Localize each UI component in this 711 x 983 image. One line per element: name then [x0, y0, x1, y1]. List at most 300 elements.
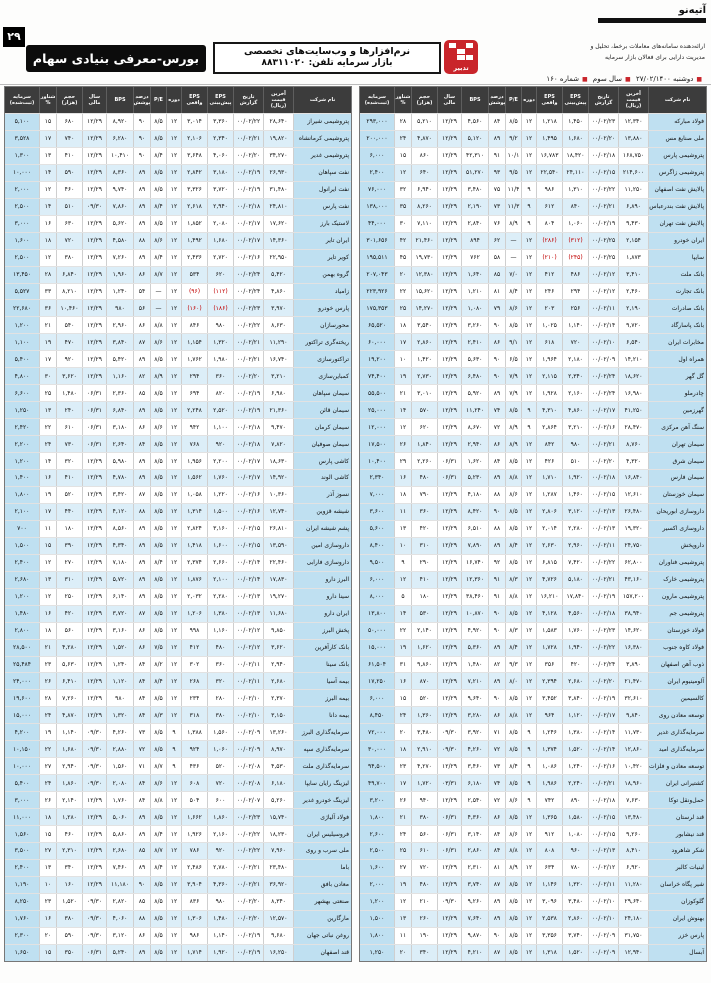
- table-row: [5, 401, 351, 418]
- data-cell: ۷۴۲: [536, 792, 562, 808]
- data-cell: ۴۳,۱۶۰: [618, 572, 648, 588]
- data-cell: ۱۳,۲۶۰: [263, 724, 293, 740]
- data-cell: ۴,۲۶۰: [106, 724, 133, 740]
- data-cell: ۸/۵: [150, 182, 166, 198]
- data-cell: ۱۲: [521, 538, 536, 554]
- data-cell: ۰۶/۳۱: [437, 470, 461, 486]
- company-name: بهنوش ایران: [648, 911, 706, 927]
- info-line-1: ارائه‌دهنده سامانه‌های معاملات برخط، تحلیل و: [590, 43, 705, 50]
- data-cell: ۱,۴۰۰: [5, 470, 39, 486]
- table-row: [360, 486, 706, 503]
- data-cell: ۸/۵: [150, 131, 166, 147]
- data-cell: ۳۵۶: [536, 657, 562, 673]
- company-name: سیمان قائن: [293, 402, 351, 418]
- data-cell: ۱,۵۸۳: [536, 623, 562, 639]
- data-cell: ۱۲: [521, 673, 536, 689]
- data-cell: ۱۲,۳۶۰: [461, 572, 488, 588]
- data-cell: ۶۸۰: [56, 114, 82, 130]
- data-cell: (۲۴۵): [562, 250, 588, 266]
- data-cell: ۲,۲۸۰: [207, 589, 233, 605]
- data-cell: ۱,۹۸۶: [536, 775, 562, 791]
- data-cell: ۲,۹۴۰: [263, 657, 293, 673]
- company-name: سیمان خوزستان: [648, 487, 706, 503]
- data-cell: ۱۲/۲۹: [82, 351, 106, 367]
- table-row: [5, 435, 351, 452]
- data-cell: ۱,۹۶۰: [106, 267, 133, 283]
- data-cell: ۱,۵۰۰: [360, 911, 394, 927]
- column-header: نام شرکت: [293, 87, 351, 113]
- data-cell: ۰۰/۰۲/۱۴: [588, 724, 618, 740]
- data-cell: ۲۴: [39, 775, 56, 791]
- data-cell: ۷۲۰: [207, 775, 233, 791]
- data-cell: ۴,۵۳۰: [263, 758, 293, 774]
- data-cell: ۸/۵: [505, 894, 521, 910]
- data-cell: ۱,۳۱۰: [562, 182, 588, 198]
- company-name: داروپخش: [648, 538, 706, 554]
- data-cell: ۱۲: [166, 826, 181, 842]
- company-name: گهرزمین: [648, 402, 706, 418]
- data-cell: ۱۲: [394, 894, 411, 910]
- data-cell: ۲,۹۴۰: [461, 436, 488, 452]
- data-cell: ۰۰/۰۲/۱۱: [588, 877, 618, 893]
- data-cell: ۴۱۲: [536, 267, 562, 283]
- data-cell: ۱۸,۴۲۰: [562, 148, 588, 164]
- data-cell: ۰۰/۰۲/۱۳: [588, 521, 618, 537]
- data-cell: ۱۲/۲۹: [437, 351, 461, 367]
- company-name: فولاد مبارکه: [648, 114, 706, 130]
- company-name: سرمایه‌گذاری ملت: [293, 758, 351, 774]
- table-row: [360, 791, 706, 808]
- data-cell: ۹: [521, 724, 536, 740]
- data-cell: ۲,۸۴۰: [461, 216, 488, 232]
- data-cell: ۸,۲۶۰: [411, 199, 437, 215]
- data-cell: ۰۰/۰۲/۱۶: [588, 419, 618, 435]
- data-cell: ۱۲: [166, 555, 181, 571]
- company-name: بانک تجارت: [648, 284, 706, 300]
- data-cell: ۲۸: [39, 690, 56, 706]
- data-cell: (۲۸۶): [536, 233, 562, 249]
- data-cell: ۱,۸۶۰: [207, 809, 233, 825]
- data-cell: ۳۲: [394, 182, 411, 198]
- data-cell: ۱۲/۲۹: [437, 148, 461, 164]
- data-cell: ۱۰,۴۶۰: [56, 300, 82, 316]
- data-cell: ۶,۹۴۰: [411, 182, 437, 198]
- table-row: [360, 232, 706, 249]
- data-cell: ۳,۸۴۰: [106, 334, 133, 350]
- data-cell: ۱۶: [39, 216, 56, 232]
- data-cell: ۱۹: [394, 368, 411, 384]
- data-cell: ۳۲۰: [56, 453, 82, 469]
- data-cell: ۸/۵: [505, 690, 521, 706]
- data-cell: ۱۲/۲۹: [437, 300, 461, 316]
- data-cell: ۱۹,۳۲۰: [618, 521, 648, 537]
- company-name: سیمان تهران: [648, 436, 706, 452]
- data-cell: ۸/۵: [505, 317, 521, 333]
- data-cell: ۰۰/۰۲/۲۳: [588, 114, 618, 130]
- data-cell: ۸/۵: [150, 623, 166, 639]
- data-cell: ۲,۸۸۰: [106, 741, 133, 757]
- data-cell: ۰۰/۰۲/۱۳: [588, 504, 618, 520]
- data-cell: ۸۴: [133, 775, 150, 791]
- data-cell: ۳۶۰: [411, 504, 437, 520]
- data-cell: ۱,۸۴۰: [411, 436, 437, 452]
- data-cell: ۱۲: [166, 419, 181, 435]
- data-cell: ۰۰/۰۲/۲۲: [233, 317, 263, 333]
- table-row: [360, 452, 706, 469]
- data-cell: ۱۲/۲۹: [82, 521, 106, 537]
- table-row: [360, 893, 706, 910]
- data-cell: ۹۶۰: [562, 843, 588, 859]
- data-cell: ۹,۴۳۰: [618, 216, 648, 232]
- data-cell: ۱۹,۶۰۰: [5, 690, 39, 706]
- table-row: [360, 842, 706, 859]
- data-cell: ۴,۳۱۰: [536, 402, 562, 418]
- data-cell: ۱,۶۴۰: [461, 267, 488, 283]
- data-cell: ۲۹۰: [411, 555, 437, 571]
- data-cell: ۱,۳۸۸: [181, 724, 207, 740]
- data-cell: ۱۲/۲۹: [437, 758, 461, 774]
- data-cell: ۱,۵۶۰: [5, 826, 39, 842]
- data-cell: ۰۰/۰۲/۲۴: [588, 368, 618, 384]
- data-cell: ۰۰/۰۲/۰۹: [588, 351, 618, 367]
- data-cell: ۲۳: [39, 657, 56, 673]
- data-cell: ۲,۲۰۰: [5, 436, 39, 452]
- table-row: [360, 469, 706, 486]
- data-cell: ۴,۸۷۰: [411, 131, 437, 147]
- data-cell: ۴۱,۲۵۰: [618, 402, 648, 418]
- data-cell: ۸۹: [488, 538, 505, 554]
- data-cell: ۱۳: [39, 148, 56, 164]
- data-cell: ۸/۵: [150, 911, 166, 927]
- data-cell: ۳,۱۴۰: [461, 826, 488, 842]
- data-cell: ۰۰/۰۲/۱۳: [233, 606, 263, 622]
- data-cell: ۱۹,۸۲۰: [263, 131, 293, 147]
- data-cell: ۲,۰۸۰: [207, 216, 233, 232]
- data-cell: ۶۳۴: [536, 860, 562, 876]
- data-cell: ۰۹/۳۰: [437, 741, 461, 757]
- data-cell: ۱,۷۲۰: [411, 775, 437, 791]
- data-cell: ۸۰۴: [536, 216, 562, 232]
- data-cell: ۱۲: [166, 538, 181, 554]
- data-cell: ۱۲/۲۹: [437, 606, 461, 622]
- data-cell: ۸۹۴: [461, 233, 488, 249]
- info-line-2: مدیریت دارایی برای فعالان بازار سرمایه: [604, 54, 705, 62]
- data-cell: ۸۶: [488, 436, 505, 452]
- table-row: [360, 299, 706, 316]
- table-row: [360, 503, 706, 520]
- data-cell: ۲۲: [39, 741, 56, 757]
- company-name: سرمایه‌گذاری امید: [648, 741, 706, 757]
- data-cell: ۷/۵: [150, 640, 166, 656]
- data-cell: ۲,۱۴۰: [56, 792, 82, 808]
- data-cell: ۱۲: [39, 555, 56, 571]
- data-cell: ۲۶: [39, 673, 56, 689]
- data-cell: ۸۴: [488, 453, 505, 469]
- table-row: [360, 367, 706, 384]
- data-cell: ۷,۴۲۰: [562, 555, 588, 571]
- data-cell: ۲۰: [394, 945, 411, 961]
- data-cell: ۱۲/۲۹: [82, 843, 106, 859]
- data-cell: ۱۲: [521, 334, 536, 350]
- data-cell: ۵۰,۰۰۰: [360, 623, 394, 639]
- data-cell: ۲۷: [39, 843, 56, 859]
- data-cell: ۱۱/۳: [505, 199, 521, 215]
- table-row: [5, 215, 351, 232]
- data-cell: ۲,۱۹۰: [618, 300, 648, 316]
- data-cell: ۸/۵: [505, 504, 521, 520]
- data-cell: ۱۵,۷۴۰: [263, 809, 293, 825]
- company-name: گل گهر: [648, 368, 706, 384]
- data-cell: ۶۱۲: [536, 199, 562, 215]
- company-name: شیر پگاه خراسان: [648, 877, 706, 893]
- data-cell: ۸/۵: [150, 436, 166, 452]
- data-cell: ۶,۰۰۰: [360, 690, 394, 706]
- data-cell: ۶,۴۸۰: [461, 368, 488, 384]
- data-cell: ۲,۱۱۵: [536, 368, 562, 384]
- data-cell: ۱۲: [521, 521, 536, 537]
- data-cell: ۱۲/۲۹: [437, 114, 461, 130]
- column-header: تاریخ گزارش: [233, 87, 263, 113]
- company-name: سایپا: [648, 250, 706, 266]
- data-cell: ۸/۶: [150, 334, 166, 350]
- data-cell: ۵۲۰: [207, 758, 233, 774]
- data-cell: ۸/۸: [150, 792, 166, 808]
- table-row: [360, 859, 706, 876]
- data-cell: ۸۷: [488, 945, 505, 961]
- data-cell: ۶,۴۱۰: [56, 673, 82, 689]
- company-name: تراکتورسازی: [293, 351, 351, 367]
- data-cell: ۹: [521, 216, 536, 232]
- table-row: [360, 130, 706, 147]
- data-cell: ۱۲/۲۹: [437, 572, 461, 588]
- data-cell: ۳۲,۶۱۰: [618, 690, 648, 706]
- data-cell: ۲۰۳: [536, 300, 562, 316]
- data-cell: ۳۶,۹۲۰: [263, 877, 293, 893]
- data-cell: ۸/۵: [505, 114, 521, 130]
- data-cell: ۱۲/۲۹: [437, 233, 461, 249]
- data-cell: ۱۵: [394, 148, 411, 164]
- data-cell: (۳۱۲): [562, 233, 588, 249]
- data-cell: ۴۹,۷۰۰: [360, 775, 394, 791]
- page-number: ۲۹: [3, 27, 25, 47]
- table-row: [360, 266, 706, 283]
- data-cell: ۹: [521, 199, 536, 215]
- data-cell: ۱۲: [521, 657, 536, 673]
- logo-text: تدبیر: [453, 64, 469, 72]
- data-cell: ۵,۶۲۰: [106, 216, 133, 232]
- data-cell: ۱,۳۲۰: [562, 877, 588, 893]
- table-row: [360, 418, 706, 435]
- data-cell: ۱,۱۴۶: [536, 877, 562, 893]
- data-cell: ۱۲: [521, 284, 536, 300]
- data-cell: ۷,۴۶۰: [106, 860, 133, 876]
- data-cell: ۱۸,۶۲۰: [618, 368, 648, 384]
- data-cell: ۴,۲۰۰: [5, 724, 39, 740]
- data-cell: ۴,۰۶۰: [106, 911, 133, 927]
- data-cell: ۰۰/۰۲/۱۵: [588, 165, 618, 181]
- data-cell: ۰۰/۰۲/۱۲: [588, 860, 618, 876]
- data-cell: ۹۴,۵۰۰: [360, 758, 394, 774]
- data-cell: ۲۸: [394, 114, 411, 130]
- data-cell: ۳,۲۱۰: [562, 419, 588, 435]
- data-cell: ۱۲: [166, 775, 181, 791]
- data-cell: ۱۶,۳۸۰: [618, 640, 648, 656]
- data-cell: ۲۰: [39, 928, 56, 944]
- data-cell: —: [505, 250, 521, 266]
- data-cell: ۱۵,۶۲۰: [411, 284, 437, 300]
- data-cell: ۲,۸۰۰: [5, 623, 39, 639]
- data-cell: ۲۶: [39, 792, 56, 808]
- data-cell: ۱,۱۶۰: [106, 368, 133, 384]
- data-cell: ۱۲: [166, 589, 181, 605]
- data-cell: ۱۲/۲۹: [82, 284, 106, 300]
- table-row: [360, 757, 706, 774]
- data-cell: ۱۲: [166, 131, 181, 147]
- table-row: [5, 656, 351, 673]
- data-cell: ۱۲: [521, 555, 536, 571]
- data-cell: ۲,۲۴۰: [562, 775, 588, 791]
- company-name: آلومینیوم ایران: [648, 673, 706, 689]
- column-header: P/E: [505, 87, 521, 113]
- data-cell: ۹: [521, 402, 536, 418]
- data-cell: ۲,۵۰۰: [5, 250, 39, 266]
- company-name: پتروشیمی پارس: [648, 148, 706, 164]
- data-cell: ۱,۲۱۸: [536, 114, 562, 130]
- data-cell: ۱۳: [39, 572, 56, 588]
- data-cell: ۸/۴: [150, 555, 166, 571]
- company-name: فولاد کاوه جنوب: [648, 640, 706, 656]
- data-cell: ۲۹۴: [181, 368, 207, 384]
- data-cell: ۸/۵: [150, 402, 166, 418]
- data-cell: ۸/۳: [505, 572, 521, 588]
- data-cell: ۳,۴۵۲: [536, 690, 562, 706]
- data-cell: ۳۰: [39, 368, 56, 384]
- data-cell: ۲۹۴: [562, 284, 588, 300]
- data-cell: ۴,۰۶۰: [207, 148, 233, 164]
- data-cell: ۸۴: [133, 707, 150, 723]
- table-row: [360, 910, 706, 927]
- data-cell: ۱۲: [521, 131, 536, 147]
- data-cell: ۰۰/۰۲/۲۱: [233, 860, 263, 876]
- data-cell: ۱۸: [39, 623, 56, 639]
- data-cell: ۴,۸۷۰: [56, 707, 82, 723]
- data-cell: ۸۳۶: [181, 894, 207, 910]
- data-cell: ۱۴: [39, 199, 56, 215]
- data-cell: ۱۲: [521, 487, 536, 503]
- data-cell: ۳,۳۲۶: [181, 182, 207, 198]
- data-cell: ۱۲/۲۹: [437, 521, 461, 537]
- company-name: البرز دارو: [293, 572, 351, 588]
- data-cell: ۱۳: [39, 860, 56, 876]
- data-cell: ۹۴۰: [411, 792, 437, 808]
- data-cell: ۲,۴۲۰: [5, 419, 39, 435]
- table-row: [360, 740, 706, 757]
- data-cell: ۲,۸۲۴: [181, 521, 207, 537]
- data-cell: ۵۸: [488, 250, 505, 266]
- table-row: [5, 283, 351, 300]
- data-cell: ۵,۴۲۰: [106, 351, 133, 367]
- data-cell: ۱۲/۲۹: [437, 131, 461, 147]
- data-cell: ۹۸۰: [207, 894, 233, 910]
- data-cell: ۱۲/۲۹: [82, 606, 106, 622]
- table-row: [5, 130, 351, 147]
- data-cell: ۱,۱۵۴: [181, 334, 207, 350]
- data-cell: ۷۶: [488, 216, 505, 232]
- newspaper-name: آتیه‌نو: [678, 5, 706, 16]
- data-cell: ۲۹۳,۰۰۰: [360, 114, 394, 130]
- data-cell: ۵۴۰: [56, 317, 82, 333]
- data-cell: ۰۰/۰۲/۲۵: [588, 233, 618, 249]
- ad-line2: بازار سرمایه تلفن: ۸۸۳۱۱۰۲۰: [261, 58, 393, 68]
- data-cell: ۲,۲۰۰: [207, 453, 233, 469]
- company-name: بانک ملت: [648, 267, 706, 283]
- data-cell: ۰۶/۳۱: [82, 436, 106, 452]
- data-cell: ۱۲/۲۹: [437, 419, 461, 435]
- data-cell: ۴۱۰: [411, 572, 437, 588]
- data-cell: ۹۰: [488, 368, 505, 384]
- data-cell: ۲۱,۴۶۰: [411, 233, 437, 249]
- data-cell: ۱,۹۶۴: [536, 351, 562, 367]
- data-cell: ۷۲۰: [411, 860, 437, 876]
- data-cell: ۲,۸۶۴: [536, 419, 562, 435]
- data-cell: ۲,۵۰۰: [5, 199, 39, 215]
- data-cell: ۱۹۰: [411, 928, 437, 944]
- ad-line1: نرم‌افزارها و وب‌سایت‌های تخصصی: [243, 46, 411, 57]
- data-cell: ۱۲: [166, 148, 181, 164]
- data-cell: ۸/۷: [150, 843, 166, 859]
- company-name: بیمه دانا: [293, 707, 351, 723]
- table-header: [360, 87, 706, 113]
- data-cell: ۰۰/۰۲/۱۹: [233, 385, 263, 401]
- data-cell: ۰۹/۳۰: [82, 724, 106, 740]
- data-cell: ۱,۶۸۰: [207, 233, 233, 249]
- date-bar: [546, 75, 705, 83]
- data-cell: ۵,۲۱۰: [411, 114, 437, 130]
- data-cell: ۲۵: [39, 385, 56, 401]
- data-cell: ۱۲/۲۹: [437, 657, 461, 673]
- data-cell: ۲۸: [39, 267, 56, 283]
- data-cell: ۰۶/۳۱: [82, 419, 106, 435]
- data-cell: ۱۱,۶۸۰: [263, 606, 293, 622]
- data-cell: ۳,۱۸۰: [106, 419, 133, 435]
- data-cell: ۱۲: [521, 826, 536, 842]
- data-cell: ۷,۶۳۰: [618, 792, 648, 808]
- data-cell: ۴۸۰: [411, 470, 437, 486]
- data-cell: ۸/۸: [505, 843, 521, 859]
- data-cell: ۱۲: [166, 402, 181, 418]
- data-cell: ۲,۱۸۰: [562, 351, 588, 367]
- data-cell: ۰۰/۰۲/۱۴: [233, 572, 263, 588]
- data-cell: ۸۴: [133, 690, 150, 706]
- data-cell: ۳۱۸: [181, 707, 207, 723]
- data-cell: ۸/۶: [150, 419, 166, 435]
- data-cell: ۳,۴۸۰: [411, 724, 437, 740]
- data-cell: ۱۲/۲۹: [437, 877, 461, 893]
- data-cell: ۴۷۰: [56, 334, 82, 350]
- data-cell: ۶۲: [488, 233, 505, 249]
- data-cell: ۰۶/۳۱: [82, 402, 106, 418]
- data-cell: ۸/۵: [150, 538, 166, 554]
- data-cell: ۱۴,۲۷۰: [411, 300, 437, 316]
- data-cell: ۲,۳۴۰: [207, 131, 233, 147]
- data-cell: ۱,۶۰۰: [360, 860, 394, 876]
- data-cell: ۸۷: [133, 487, 150, 503]
- data-cell: ۱,۶۶۲: [181, 809, 207, 825]
- data-cell: ۰۰/۰۲/۱۷: [233, 453, 263, 469]
- table-row: [5, 554, 351, 571]
- data-cell: ۸/۷: [150, 267, 166, 283]
- data-cell: ۳,۵۰۰: [5, 843, 39, 859]
